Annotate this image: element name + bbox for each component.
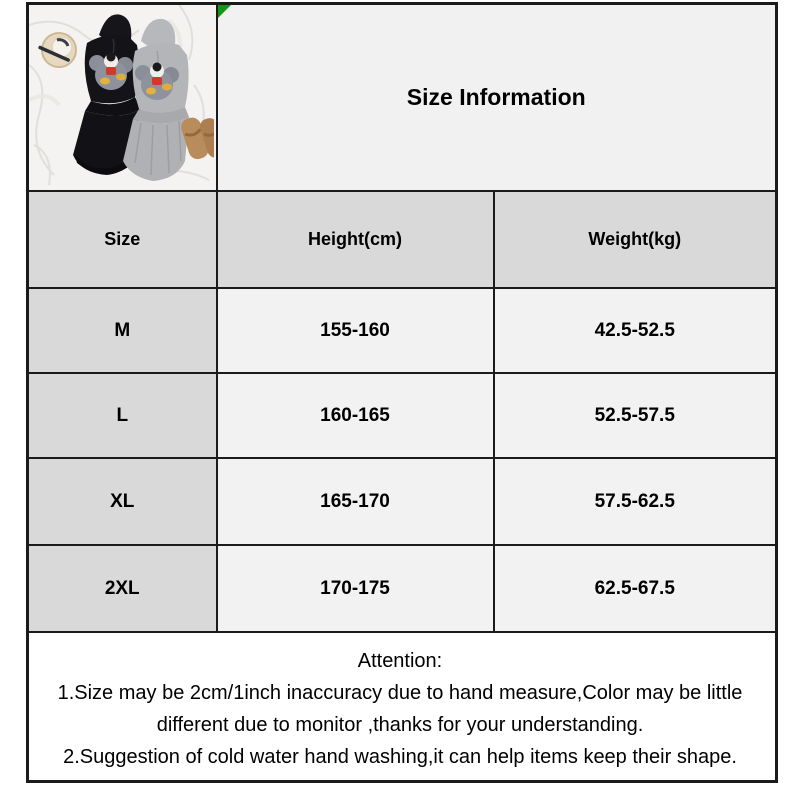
product-photo-cell: [28, 4, 217, 192]
attention-cell: [28, 632, 777, 781]
green-corner-marker-icon: [218, 5, 231, 18]
size-information-title-cell: [217, 4, 777, 192]
attention-note-1: 1.Size may be 2cm/1inch inaccuracy due to hand measure,Color may be little different due to monitor ,thanks for your understanding.: [57, 682, 743, 737]
size-label-l: L: [28, 373, 217, 458]
table-row: [28, 288, 777, 373]
size-label-m: M: [28, 288, 217, 373]
column-header-weight: Weight(kg): [494, 191, 777, 288]
attention-row: [28, 632, 777, 781]
size-information-table: [26, 2, 778, 783]
attention-note-2: 2.Suggestion of cold water hand washing,it can help items keep their shape.: [63, 746, 737, 769]
height-value-xl: 165-170: [217, 458, 494, 545]
size-label-xl: XL: [28, 458, 217, 545]
table-header-row: [28, 191, 777, 288]
weight-value-l: 52.5-57.5: [494, 373, 777, 458]
table-row: [28, 458, 777, 545]
product-photo: [29, 5, 214, 190]
page-title: Size Information: [406, 84, 586, 110]
height-value-l: 160-165: [217, 373, 494, 458]
attention-heading: Attention:: [357, 650, 443, 673]
title-row: [28, 4, 777, 192]
column-header-size: Size: [28, 191, 217, 288]
column-header-height: Height(cm): [217, 191, 494, 288]
weight-value-xl: 57.5-62.5: [494, 458, 777, 545]
size-label-2xl: 2XL: [28, 545, 217, 632]
table-row: [28, 373, 777, 458]
height-value-m: 155-160: [217, 288, 494, 373]
height-value-2xl: 170-175: [217, 545, 494, 632]
weight-value-2xl: 62.5-67.5: [494, 545, 777, 632]
weight-value-m: 42.5-52.5: [494, 288, 777, 373]
table-row: [28, 545, 777, 632]
